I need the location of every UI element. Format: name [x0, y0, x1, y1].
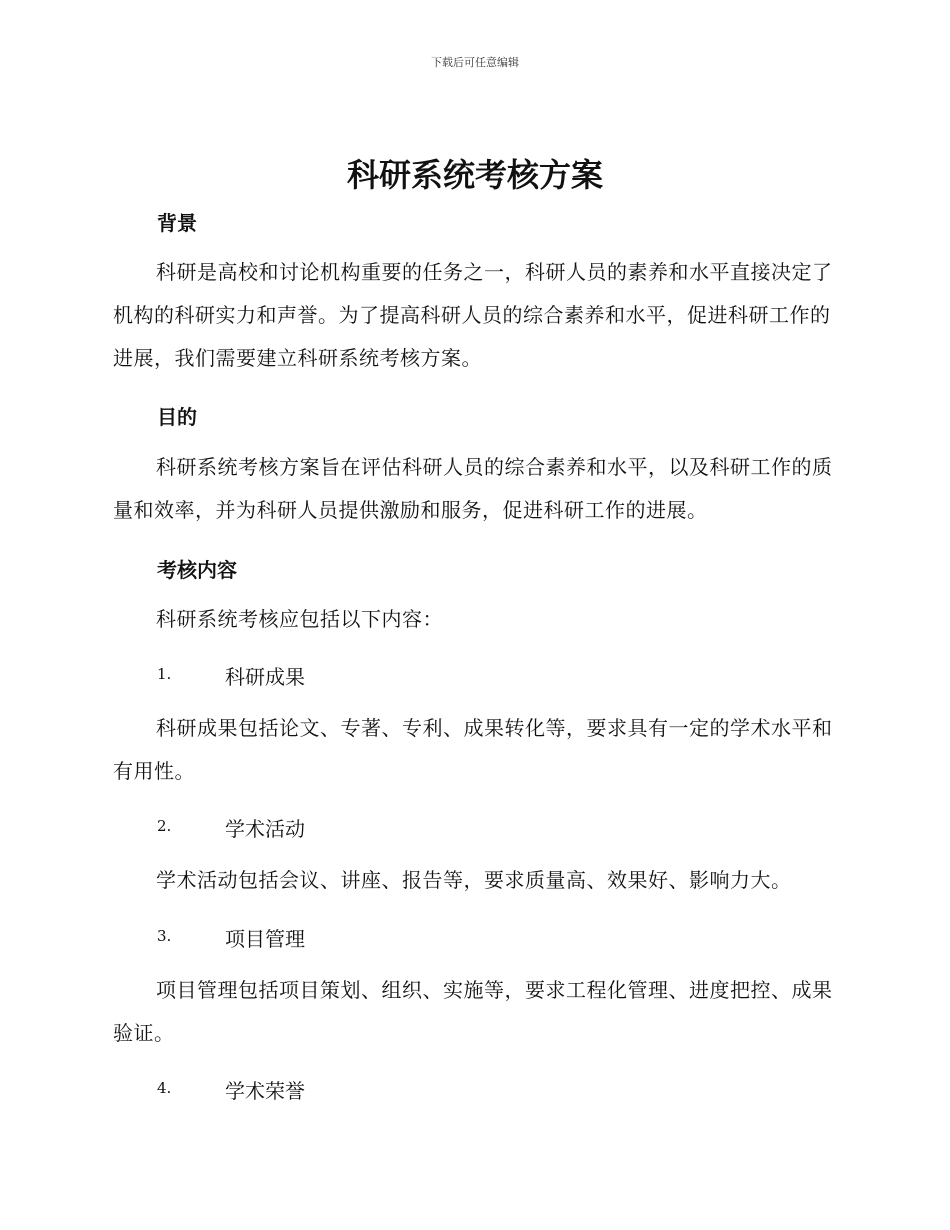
purpose-paragraph: 科研系统考核方案旨在评估科研人员的综合素养和水平，以及科研工作的质量和效率，并为科研人员提供激励和服务，促进科研工作的进展。 [113, 455, 833, 522]
list-item-label: 科研成果 [225, 665, 305, 689]
list-item-number: 3. [157, 927, 172, 945]
list-item-label: 学术荣誉 [225, 1079, 305, 1103]
list-item-label: 项目管理 [225, 927, 305, 951]
background-paragraph: 科研是高校和讨论机构重要的任务之一，科研人员的素养和水平直接决定了机构的科研实力和声誉。为了提高科研人员的综合素养和水平，促进科研工作的进展，我们需要建立科研系统考核方案。 [113, 260, 833, 370]
section-heading-purpose: 目的 [157, 405, 197, 429]
list-item-number: 4. [157, 1079, 172, 1097]
header-note: 下载后可任意编辑 [431, 56, 519, 69]
list-item-description: 学术活动包括会议、讲座、报告等，要求质量高、效果好、影响力大。 [156, 868, 792, 892]
list-item-number: 2. [157, 817, 172, 835]
content-intro: 科研系统考核应包括以下内容： [156, 607, 443, 631]
list-item-number: 1. [157, 665, 172, 683]
list-item-description: 科研成果包括论文、专著、专利、成果转化等，要求具有一定的学术水平和有用性。 [113, 716, 833, 783]
section-heading-content: 考核内容 [157, 558, 237, 582]
list-item-description: 项目管理包括项目策划、组织、实施等，要求工程化管理、进度把控、成果验证。 [113, 978, 833, 1045]
document-title: 科研系统考核方案 [346, 156, 603, 194]
list-item-label: 学术活动 [225, 817, 305, 841]
section-heading-background: 背景 [157, 211, 197, 235]
